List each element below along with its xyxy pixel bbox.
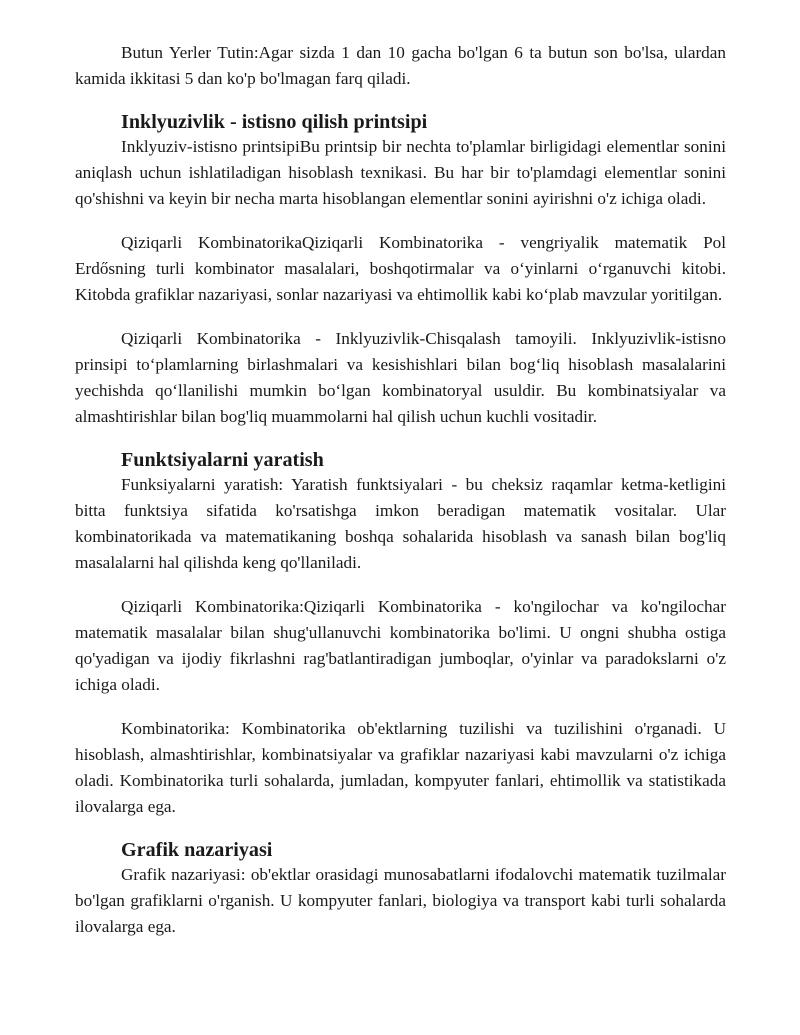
paragraph-graph-theory: Grafik nazariyasi: ob'ektlar orasidagi munosabatlarni ifodalovchi matematik tuzilmalar bo'lgan grafiklarni o'rganish. U kompyuter fanlari, biologiya va transport kabi turli sohalarda ilovalarga ega. <box>75 865 726 936</box>
paragraph-generating-functions: Funksiyalarni yaratish: Yaratish funktsiyalari - bu cheksiz raqamlar ketma-ketligini bitta funktsiya sifatida ko'rsatishga imkon beradigan matematik vositalar. Ular kombinatorikada va matematikaning boshqa sohalarida hisoblash va sanash bilan bog'liq masalalarni hal qilishda keng qo'llaniladi. <box>75 475 726 572</box>
paragraph-pigeonhole: Butun Yerler Tutin:Agar sizda 1 dan 10 gacha bo'lgan 6 ta butun son bo'lsa, ulardan kamida ikkitasi 5 dan ko'p bo'lmagan farq qiladi. <box>75 43 726 88</box>
document-page <box>75 40 726 958</box>
heading-inclusion-exclusion: Inklyuzivlik - istisno qilish printsipi <box>121 111 428 133</box>
paragraph-inclusion-exclusion-principle: Inklyuziv-istisno printsipiBu printsip bir nechta to'plamlar birligidagi elementlar sonini aniqlash uchun ishlatiladigan hisoblash texnikasi. Bu har bir to'plamdagi elementlar sonini qo'shishni va keyin bir necha marta hisoblangan elementlar sonini ayirishni o'z ichiga oladi. <box>75 137 726 208</box>
paragraph-fun-combinatorics-book: Qiziqarli KombinatorikaQiziqarli Kombinatorika - vengriyalik matematik Pol Erdősning turli kombinator masalalari, boshqotirmalar va o‘yinlarni o‘rganuvchi kitobi. Kitobda grafiklar nazariyasi, sonlar nazariyasi va ehtimollik kabi ko‘plab mavzular yoritilgan. <box>75 233 726 304</box>
heading-generating-functions: Funktsiyalarni yaratish <box>121 449 324 471</box>
heading-graph-theory: Grafik nazariyasi <box>121 839 273 861</box>
paragraph-combinatorics: Kombinatorika: Kombinatorika ob'ektlarning tuzilishi va tuzilishini o'rganadi. U hisoblash, almashtirishlar, kombinatsiyalar va grafiklar nazariyasi kabi mavzularni o'z ichiga oladi. Kombinatorika turli sohalarda, jumladan, kompyuter fanlari, ehtimollik va statistikada ilovalarga ega. <box>75 719 726 816</box>
paragraph-fun-combinatorics-recreational: Qiziqarli Kombinatorika:Qiziqarli Kombinatorika - ko'ngilochar va ko'ngilochar matematik masalalar bilan shug'ullanuvchi kombinatorika bo'limi. U ongni shubha ostiga qo'yadigan va ijodiy fikrlashni rag'batlantiradigan jumboqlar, o'yinlar va paradokslarni o'z ichiga oladi. <box>75 597 726 694</box>
paragraph-fun-combinatorics-inclusion: Qiziqarli Kombinatorika - Inklyuzivlik-Chisqalash tamoyili. Inklyuzivlik-istisno prinsipi to‘plamlarning birlashmalari va kesishishlari bilan bog‘liq hisoblash masalalarini yechishda qo‘llanilishi mumkin bo‘lgan kombinatoryal usuldir. Bu kombinatsiyalar va almashtirishlar bilan bog'liq muammolarni hal qilish uchun kuchli vositadir. <box>75 329 726 426</box>
